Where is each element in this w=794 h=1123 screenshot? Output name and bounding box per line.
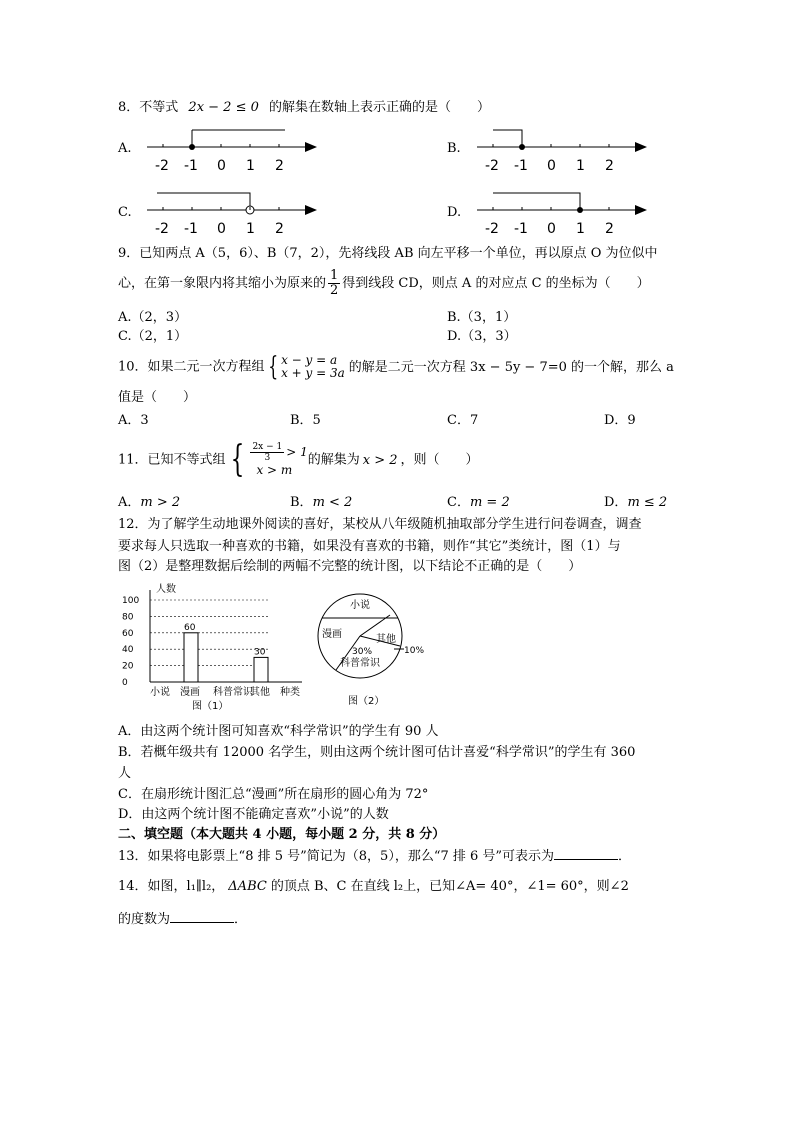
q8-option-a-label: A.: [118, 141, 132, 156]
q8-option-d-label: D.: [447, 205, 462, 220]
pie-label-other: 其他: [376, 634, 396, 645]
q9-line2-pre: 心，在第一象限内将其缩小为原来的: [118, 276, 327, 291]
q10-eq1: x − y = a: [281, 352, 338, 367]
q10-stem: [118, 352, 674, 383]
tick-label: -1: [514, 158, 528, 174]
q12-line1: 12．为了解学生动地课外阅读的喜好，某校从八年级随机抽取部分学生进行问卷调查，调查: [118, 517, 642, 532]
tick-label: 1: [246, 158, 255, 174]
bar-value-label: 30: [254, 647, 266, 658]
tick-label: 0: [217, 221, 226, 237]
q11-option-d: [604, 494, 667, 512]
tick-label: -1: [184, 221, 198, 237]
q9-frac-den: 2: [330, 283, 339, 298]
x-axis-label: 种类: [280, 687, 300, 698]
pie-label-comic: 漫画: [322, 629, 342, 640]
q9-line1: 9．已知两点 A（5，6）、B（7，2），先将线段 AB 向左平移一个单位，再以原点 O 为位似中: [118, 246, 658, 261]
q12-option-d: D．由这两个统计图不能确定喜欢”小说”的人数: [118, 807, 389, 822]
tick-label: 1: [576, 221, 585, 237]
q11-option-b-value: m < 2: [312, 495, 353, 510]
y-tick-label: 40: [122, 645, 134, 656]
q14-parallel: ₁∥l₂，: [190, 879, 225, 894]
tick-label: 2: [275, 221, 284, 237]
q10-option-c: C．7: [447, 413, 479, 428]
q14-line1: [118, 878, 629, 896]
q11-option-d-label: D．: [604, 495, 628, 510]
bar-chart: [120, 582, 310, 712]
y-tick-label: 0: [122, 678, 128, 688]
x-tick-label: 漫画: [180, 687, 200, 698]
q11-mid: 的解集为: [307, 452, 360, 468]
x-tick-label: 科普常识: [213, 687, 253, 698]
y-axis-label: 人数: [156, 584, 176, 595]
tick-label: 2: [275, 158, 284, 174]
q9-option-c: C.（2，1）: [118, 329, 188, 344]
arrow-icon: [305, 205, 317, 215]
section-heading-fill-in: 二、填空题（本大题共 4 小题，每小题 2 分，共 8 分）: [118, 827, 446, 842]
q14-line2-text: 的度数为: [118, 912, 171, 927]
ray-d: [493, 193, 580, 210]
q12-option-b-line2: 人: [118, 766, 132, 781]
tick-label: -2: [485, 158, 499, 174]
q11-cond: x > 2: [362, 452, 398, 468]
q13-stem: [118, 847, 631, 866]
bar: [184, 633, 198, 682]
pie-label-novel: 小说: [350, 600, 370, 611]
pie-chart: [310, 586, 440, 712]
q11-frac: [250, 442, 284, 463]
q11-stem: [118, 438, 479, 483]
bar: [254, 657, 268, 682]
q10-line2: 值是（ ）: [118, 390, 197, 405]
q11-option-c-label: C．: [447, 495, 470, 510]
q8-option-c-label: C.: [118, 205, 132, 220]
bar-value-label: 60: [184, 622, 196, 633]
number-line-b: [475, 126, 650, 176]
x-tick-label: 小说: [150, 687, 170, 698]
tick-label: -2: [485, 221, 499, 237]
q11-system: { $\frac{2x - 1}{3}$ > 1 x > m: [230, 438, 308, 480]
q11-option-c-value: m = 2: [469, 495, 510, 510]
q11-option-d-value: m ≤ 2: [627, 495, 668, 510]
x-tick-label: 其他: [250, 687, 270, 698]
tick-label: 0: [547, 221, 556, 237]
y-tick-label: 80: [122, 612, 134, 623]
q11-eq2: x > m: [256, 463, 293, 477]
q12-line3: 图（2）是整理数据后绘制的两幅不完整的统计图，以下结论不正确的是（ ）: [118, 559, 582, 574]
q9-option-b: B.（3，1）: [447, 310, 517, 325]
q10-eq2: x + y = 3a: [281, 365, 345, 380]
arrow-icon: [635, 142, 647, 152]
q13-answer-blank[interactable]: [554, 847, 618, 860]
y-tick-label: 20: [122, 661, 134, 672]
q11-eq1-rest: > 1: [286, 445, 308, 459]
tick-label: -2: [155, 221, 169, 237]
q9-frac-num: 1: [330, 268, 339, 283]
q11-option-c: [447, 494, 510, 512]
ray-c: [157, 193, 250, 210]
q9-option-d: D.（3，3）: [447, 329, 517, 344]
q13-end: ．: [618, 849, 632, 864]
q8-stem-pre: 8．不等式: [118, 100, 179, 115]
pie-percent-10: 10%: [404, 646, 425, 656]
q11-option-a-label: A．: [118, 495, 141, 510]
q11-option-a-value: m > 2: [140, 495, 181, 510]
q10-pre: 10．如果二元一次方程组: [118, 359, 265, 375]
q14-triangle: ΔABC: [228, 879, 267, 894]
q9-line2: [118, 267, 650, 301]
arrow-icon: [305, 142, 317, 152]
q14-pre: 14．如图，l: [118, 879, 191, 894]
q10-option-b: B．5: [290, 413, 321, 428]
arrow-icon: [635, 205, 647, 215]
q10-option-d: D．9: [604, 413, 636, 428]
pie-caption: 图（2）: [348, 696, 385, 707]
q14-end: ．: [234, 912, 248, 927]
q9-line2-post: 得到线段 CD，则点 A 的对应点 C 的坐标为（ ）: [342, 276, 650, 291]
q12-option-c: C．在扇形统计图汇总“漫画”所在扇形的圆心角为 72°: [118, 787, 429, 802]
q10-option-a: A．3: [118, 413, 149, 428]
tick-label: 1: [246, 221, 255, 237]
tick-label: 0: [547, 158, 556, 174]
q14-rest: 的顶点 B、C 在直线 l₂上，已知∠A= 40°，∠1= 60°，则∠2: [270, 879, 629, 894]
q14-line2: [118, 910, 247, 929]
tick-label: 2: [605, 158, 614, 174]
y-tick-label: 60: [122, 628, 134, 639]
ray-b: [493, 130, 522, 147]
q10-post: 的解是二元一次方程 3x − 5y − 7=0 的一个解，那么 a: [348, 359, 674, 375]
tick-label: -1: [184, 158, 198, 174]
bar-caption: 图（1）: [192, 701, 229, 712]
q12-line2: 要求每人只选取一种喜欢的书籍，如果没有喜欢的书籍，则作“其它”类统计，图（1）与: [118, 539, 621, 554]
q12-option-a: A．由这两个统计图可知喜欢“科学常识”的学生有 90 人: [118, 724, 439, 739]
tick-label: -2: [155, 158, 169, 174]
q11-frac-den: 3: [264, 453, 271, 463]
q11-frac-num: 2x − 1: [252, 442, 283, 452]
q10-system: { x − y = a x + y = 3a: [267, 351, 345, 382]
tick-label: 0: [217, 158, 226, 174]
q8-stem-post: 的解集在数轴上表示正确的是（ ）: [269, 100, 491, 115]
q11-post: ，则（ ）: [400, 452, 479, 468]
q13-text: 13．如果将电影票上“8 排 5 号”简记为（8，5），那么“7 排 6 号”可表示为: [118, 849, 555, 864]
q11-pre: 11．已知不等式组: [118, 452, 226, 468]
number-line-d: [475, 189, 650, 239]
q8-option-b-label: B.: [447, 141, 461, 156]
pie-label-science: 科普常识: [340, 658, 380, 669]
q11-option-b-label: B．: [290, 495, 313, 510]
q9-option-a: A.（2，3）: [118, 310, 188, 325]
tick-label: -1: [514, 221, 528, 237]
q14-answer-blank[interactable]: [170, 910, 234, 923]
q8-expression: 2x − 2 ≤ 0: [188, 100, 259, 115]
y-tick-label: 100: [122, 596, 140, 606]
tick-label: 1: [576, 158, 585, 174]
pie-percent-30: 30%: [352, 647, 373, 657]
tick-label: 2: [605, 221, 614, 237]
number-line-a: [145, 126, 320, 176]
q8-stem: [118, 99, 490, 117]
q12-option-b-line1: B．若概年级共有 12000 名学生，则由这两个统计图可估计喜爱“科学常识”的学生有 360: [118, 745, 636, 760]
q9-fraction: [328, 269, 340, 298]
q11-option-b: [290, 494, 352, 512]
number-line-c: [145, 189, 320, 239]
q11-option-a: [118, 494, 180, 512]
